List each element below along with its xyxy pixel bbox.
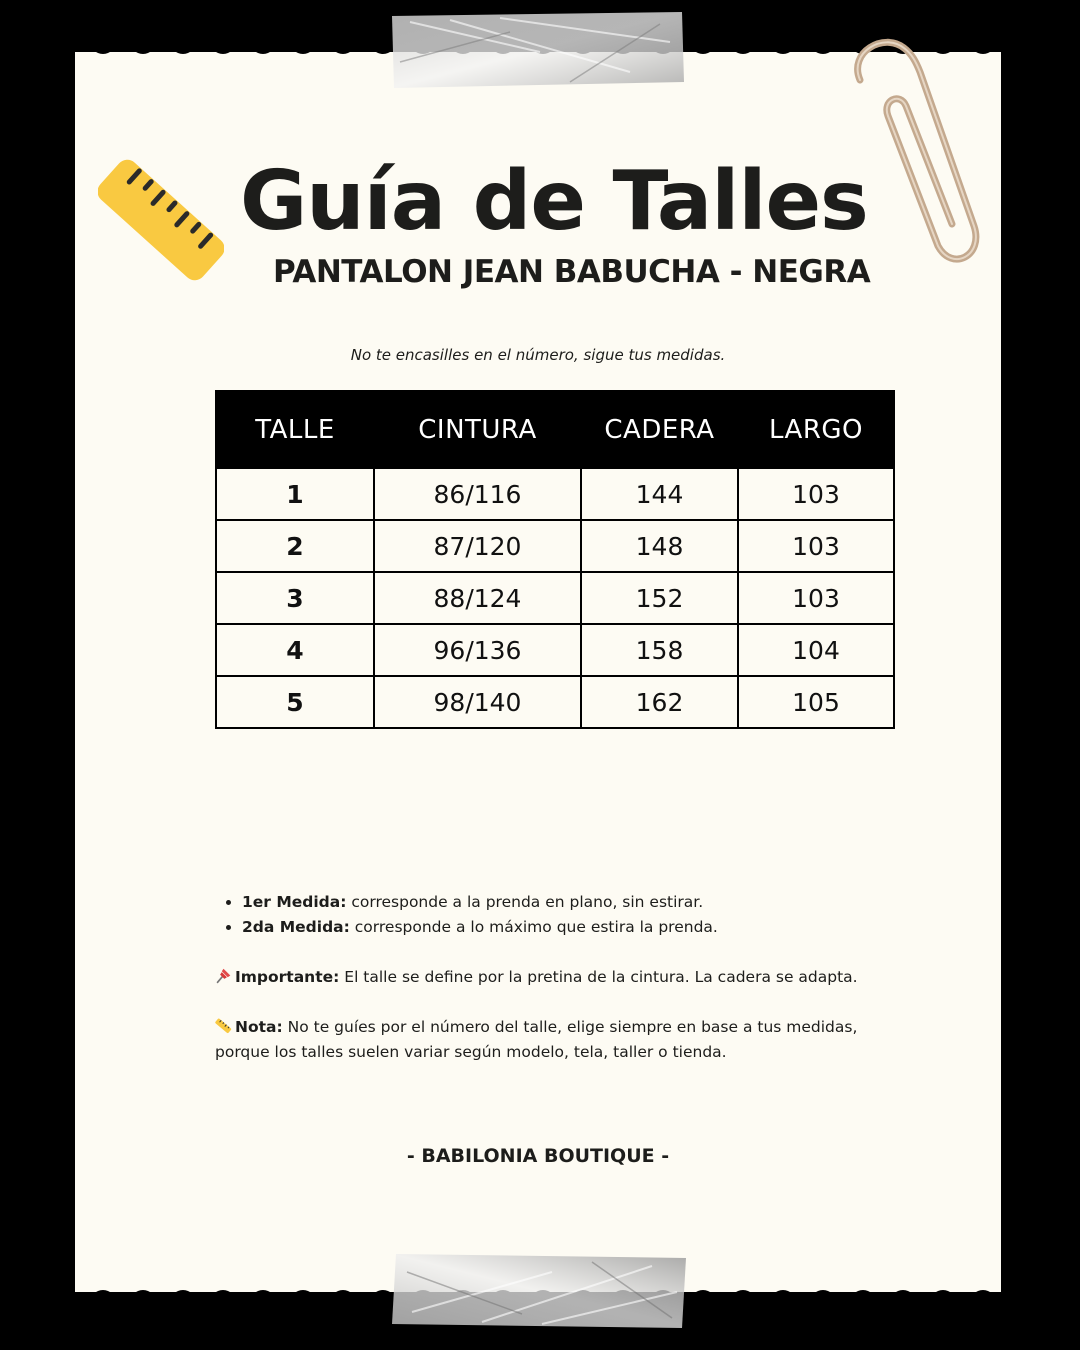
- ruler-icon: [98, 155, 224, 285]
- list-item: [242, 890, 895, 915]
- list-item: [242, 915, 895, 940]
- column-header-largo: LARGO: [738, 391, 894, 468]
- table-row: [216, 624, 894, 676]
- cell-talle: 3: [216, 572, 374, 624]
- tagline: No te encasilles en el número, sigue tus medidas.: [350, 346, 726, 364]
- size-table: [215, 390, 895, 729]
- column-header-talle: TALLE: [216, 391, 374, 468]
- cell-cadera: 152: [581, 572, 738, 624]
- ruler-small-icon: [215, 1017, 232, 1034]
- nota-text: No te guíes por el número del talle, elige siempre en base a tus medidas, porque los talles suelen variar según modelo, tela, taller o tienda.: [215, 1018, 858, 1061]
- cell-largo: 103: [738, 520, 894, 572]
- cell-cadera: 162: [581, 676, 738, 728]
- cell-cintura: 87/120: [374, 520, 581, 572]
- cell-cadera: 144: [581, 468, 738, 520]
- note-label: 1er Medida:: [242, 893, 347, 911]
- cell-talle: 5: [216, 676, 374, 728]
- nota-label: Nota:: [235, 1018, 283, 1036]
- tape-bottom-decoration: [392, 1252, 688, 1330]
- column-header-cadera: CADERA: [581, 391, 738, 468]
- table-header-row: [216, 391, 894, 468]
- cell-largo: 103: [738, 468, 894, 520]
- cell-largo: 103: [738, 572, 894, 624]
- important-note: [215, 965, 895, 990]
- cell-cintura: 96/136: [374, 624, 581, 676]
- table-row: [216, 676, 894, 728]
- measurement-list: [215, 890, 895, 940]
- cell-cintura: 98/140: [374, 676, 581, 728]
- tape-top-decoration: [390, 12, 686, 88]
- cell-cadera: 158: [581, 624, 738, 676]
- note-text: corresponde a lo máximo que estira la prenda.: [349, 918, 718, 936]
- cell-cintura: 86/116: [374, 468, 581, 520]
- cell-talle: 4: [216, 624, 374, 676]
- cell-cintura: 88/124: [374, 572, 581, 624]
- table-row: [216, 468, 894, 520]
- cell-cadera: 148: [581, 520, 738, 572]
- cell-largo: 104: [738, 624, 894, 676]
- cell-largo: 105: [738, 676, 894, 728]
- important-label: Importante:: [235, 968, 340, 986]
- note-text: corresponde a la prenda en plano, sin estirar.: [346, 893, 704, 911]
- product-subtitle: PANTALON JEAN BABUCHA - NEGRA: [273, 254, 871, 290]
- page-title: Guía de Talles: [240, 154, 868, 249]
- notes-section: [215, 890, 895, 1065]
- cell-talle: 1: [216, 468, 374, 520]
- table-row: [216, 520, 894, 572]
- pushpin-icon: [215, 967, 232, 984]
- column-header-cintura: CINTURA: [374, 391, 581, 468]
- cell-talle: 2: [216, 520, 374, 572]
- brand-footer: - BABILONIA BOUTIQUE -: [406, 1145, 670, 1167]
- nota-note: [215, 1015, 895, 1065]
- table-row: [216, 572, 894, 624]
- note-label: 2da Medida:: [242, 918, 350, 936]
- important-text: El talle se define por la pretina de la cintura. La cadera se adapta.: [339, 968, 858, 986]
